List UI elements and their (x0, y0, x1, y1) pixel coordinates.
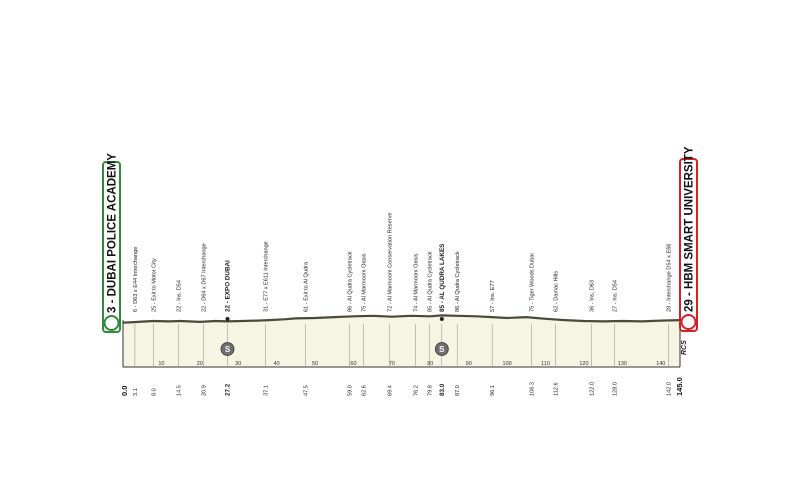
waypoint-km-label: 8.0 (151, 388, 158, 396)
start-km-label: 0.0 (120, 385, 129, 396)
waypoint-km-label: 37.1 (263, 385, 270, 396)
x-tick-label: 60 (350, 361, 357, 367)
waypoint-label: 6 - D63 x E44 Interchange (132, 246, 139, 312)
waypoint-label: 22 - EXPO DUBAI (224, 260, 232, 312)
waypoint-km-label: 112.6 (553, 382, 560, 396)
waypoint-label: 36 - Ins. D63 (589, 279, 596, 312)
sprint-point (440, 317, 444, 321)
waypoint-km-label: 27.2 (224, 383, 232, 396)
waypoint-label: 22 - Ins. D54 (176, 279, 183, 312)
waypoint-label: 72 - Al Marmoom Conservation Reserve (387, 212, 394, 312)
sprint-point (225, 317, 229, 321)
waypoint-label: 85 - Al Qudra Cycletrack (427, 251, 434, 312)
waypoint-km-label: 122.0 (589, 382, 596, 396)
finish-badge (680, 146, 697, 331)
start-label: 3 - DUBAI POLICE ACADEMY (106, 153, 119, 313)
x-tick-label: 40 (273, 361, 280, 367)
x-tick-label: 70 (388, 361, 395, 367)
waypoint-label: 22 - D64 x D67 Interchange (201, 243, 208, 312)
x-tick-label: 50 (312, 361, 319, 367)
waypoint-label: 27 - Ins. D54 (612, 279, 619, 312)
sprint-symbol: S (439, 345, 445, 354)
waypoint-km-label: 76.2 (413, 385, 420, 396)
waypoint-label: 28 - Interchange D54 x E66 (666, 243, 673, 312)
waypoint-label: 62 - Damac Hills (553, 270, 560, 312)
waypoint-km-label: 47.5 (303, 385, 310, 396)
waypoint-km-label: 14.5 (176, 385, 183, 396)
waypoint-label: 75 - Tiger Woods Dubai (529, 253, 536, 312)
x-tick-label: 100 (502, 361, 512, 367)
profile-area (123, 315, 680, 367)
waypoint-km-label: 62.6 (361, 385, 368, 396)
rcs-logo: RCS (681, 340, 688, 355)
waypoint-km-label: 142.0 (666, 382, 673, 396)
x-tick-label: 80 (427, 361, 434, 367)
start-badge (103, 153, 120, 332)
waypoint-km-label: 79.8 (427, 385, 434, 396)
x-tick-label: 90 (465, 361, 472, 367)
x-tick-label: 140 (656, 361, 666, 367)
waypoint-km-label: 20.9 (201, 385, 208, 396)
waypoint-label: 57 - Ins. E77 (490, 280, 497, 312)
waypoint-label: 31 - E77 x E611 Interchange (263, 241, 270, 312)
x-tick-label: 120 (579, 361, 589, 367)
x-tick-label: 130 (617, 361, 627, 367)
x-tick-label: 110 (541, 361, 550, 367)
x-tick-label: 20 (196, 361, 203, 367)
waypoint-label: 75 - Al Marmoom Oasis (361, 253, 368, 312)
waypoint-km-label: 59.0 (347, 385, 354, 396)
finish-label: 29 - HBM SMART UNIVERSITY (683, 146, 696, 312)
waypoint-label: 85 - AL QUDRA LAKES (438, 243, 446, 312)
waypoint-km-label: 69.4 (387, 385, 394, 396)
waypoint-km-label: 87.0 (455, 385, 462, 396)
waypoint-km-label: 128.0 (612, 382, 619, 396)
waypoint-km-label: 96.1 (490, 385, 497, 396)
waypoint-label: 86 - Al Qudra Cycletrack (347, 251, 354, 312)
waypoint-km-label: 83.0 (438, 383, 446, 396)
sprint-symbol: S (224, 345, 231, 354)
waypoint-km-label: 106.3 (529, 382, 536, 396)
x-tick-label: 30 (235, 361, 242, 367)
waypoint-label: 86 - Al Qudra Cycletrack (455, 251, 462, 312)
x-tick-label: 10 (158, 361, 165, 367)
waypoint-km-label: 3.1 (132, 388, 139, 396)
waypoint-label: 25 - Exit to Motor City (151, 258, 158, 312)
waypoint-label: 74 - Al Marmoom Oasis (413, 253, 420, 312)
finish-km-label: 145.0 (675, 377, 684, 396)
waypoint-label: 61 - Exit to Al Qudra (303, 261, 310, 312)
